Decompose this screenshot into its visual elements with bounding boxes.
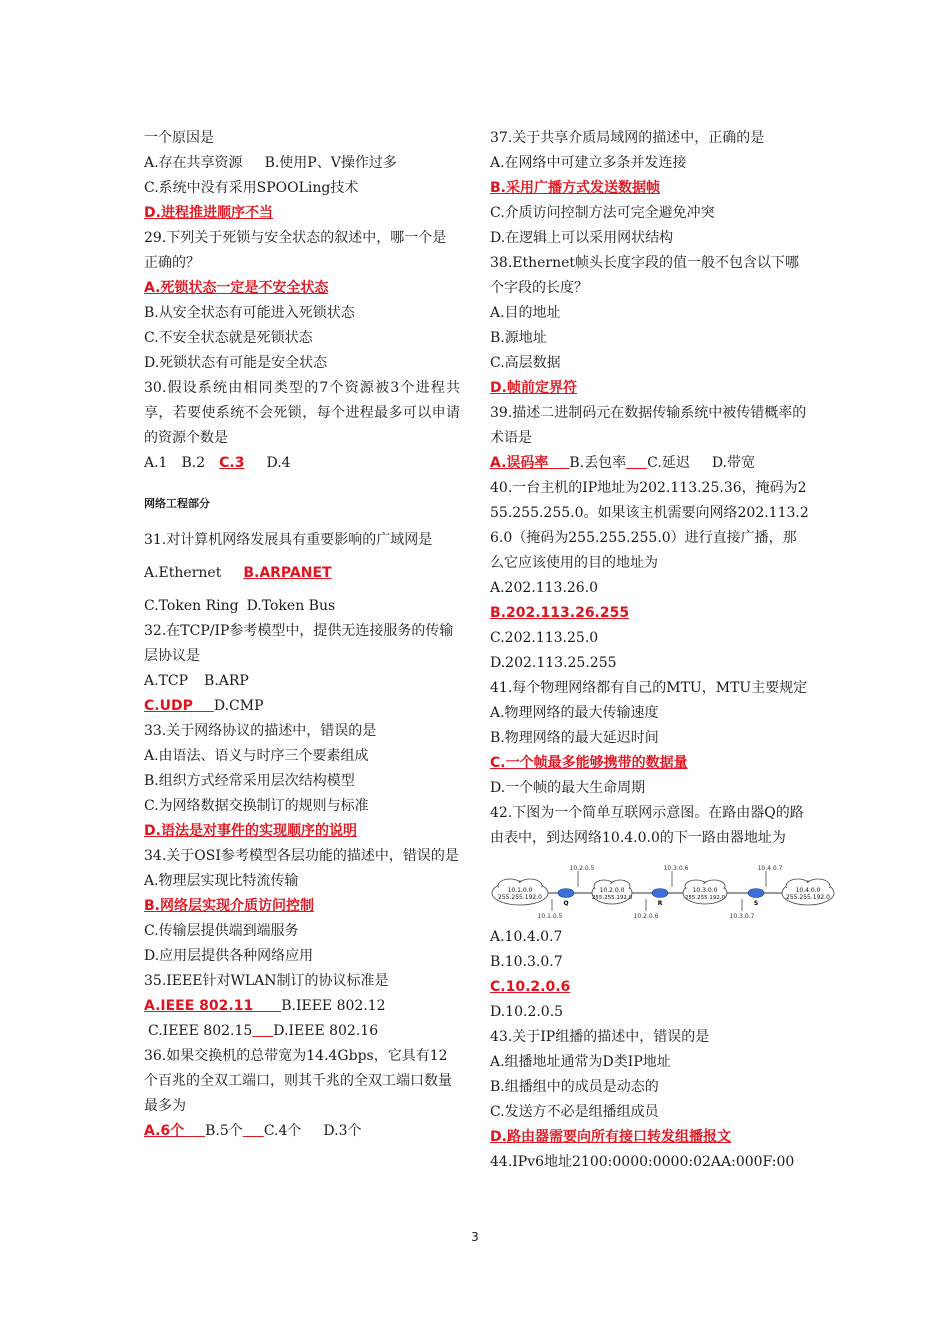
option: A.物理网络的最大传输速度 — [490, 705, 659, 721]
network-label: 10.1.0.0 — [507, 887, 533, 894]
option: A.10.4.0.7 — [490, 929, 563, 945]
option: B.从安全状态有可能进入死锁状态 — [144, 305, 355, 321]
option: A.由语法、语义与时序三个要素组成 — [144, 748, 369, 764]
interface-ip: 10.4.0.7 — [757, 865, 783, 872]
answer-option: C.3 — [219, 455, 245, 471]
network-label: 10.2.0.0 — [599, 887, 625, 894]
option-row — [144, 451, 460, 476]
interface-ip: 10.2.0.5 — [569, 865, 595, 872]
option: B.5个 — [205, 1123, 243, 1139]
question: 36.如果交换机的总带宽为14.4Gbps，它具有12个百兆的全双工端口，则其千兆的全双工端口数量最多为 — [144, 1048, 452, 1114]
answer-option: D.路由器需要向所有接口转发组播报文 — [490, 1129, 731, 1145]
option-row — [490, 451, 810, 476]
question: 31.对计算机网络发展具有重要影响的广域网是 — [144, 532, 433, 548]
option: D.CMP — [213, 698, 264, 714]
option: D.10.2.0.5 — [490, 1004, 564, 1020]
answer-option: B.ARPANET — [243, 565, 332, 581]
question: 34.关于OSI参考模型各层功能的描述中，错误的是 — [144, 848, 459, 864]
question: 39.描述二进制码元在数据传输系统中被传错概率的术语是 — [490, 405, 807, 446]
question: 29.下列关于死锁与安全状态的叙述中，哪一个是正确的？ — [144, 230, 447, 271]
interface-ip: 10.1.0.5 — [537, 913, 563, 919]
answer-option: D.进程推进顺序不当 — [144, 205, 273, 221]
answer-option: A.死锁状态一定是不安全状态 — [144, 280, 329, 296]
interface-ip: 10.2.0.6 — [633, 913, 659, 919]
option-row — [144, 1119, 460, 1144]
network-cloud — [592, 880, 633, 904]
answer-option: A.误码率 — [490, 455, 549, 471]
question: 44.IPv6地址2100:0000:0000:02AA:000F:00 — [490, 1154, 795, 1170]
router-label: R — [657, 900, 663, 907]
option-row — [144, 594, 460, 619]
network-cloud — [782, 879, 834, 905]
interface-ip: 10.3.0.6 — [663, 865, 689, 872]
mask-label: 255.255.192.0 — [591, 895, 633, 901]
text-line: 一个原因是 — [144, 130, 214, 146]
option: D.死锁状态有可能是安全状态 — [144, 355, 328, 371]
network-label: 10.3.0.0 — [692, 887, 718, 894]
option: B.使用P、V操作过多 — [264, 155, 397, 171]
mask-label: 255.255.192.0 — [498, 894, 542, 901]
option: B.丢包率 — [569, 455, 627, 471]
answer-option: D.帧前定界符 — [490, 380, 577, 396]
answer-option: C.一个帧最多能够携带的数据量 — [490, 755, 688, 771]
question: 37.关于共享介质局域网的描述中，正确的是 — [490, 130, 765, 146]
option-row — [144, 694, 460, 719]
option: D.在逻辑上可以采用网状结构 — [490, 230, 674, 246]
router-icon — [652, 889, 668, 908]
left-column — [144, 126, 460, 1144]
question: 38.Ethernet帧头长度字段的值一般不包含以下哪个字段的长度？ — [490, 255, 800, 296]
question: 35.IEEE针对WLAN制订的协议标准是 — [144, 973, 389, 989]
option: D.应用层提供各种网络应用 — [144, 948, 314, 964]
answer-option: C.UDP — [144, 698, 193, 714]
option: A.在网络中可建立多条并发连接 — [490, 155, 687, 171]
option: A.存在共享资源 — [144, 155, 243, 171]
option: A.目的地址 — [490, 305, 561, 321]
option: D.带宽 — [711, 455, 756, 471]
option: C.系统中没有采用SPOOLing技术 — [144, 180, 359, 196]
mask-label: 255.255.192.0 — [684, 895, 726, 901]
option: C.IEEE 802.15 — [148, 1023, 253, 1039]
option: C.发送方不必是组播组成员 — [490, 1104, 659, 1120]
option: B.2 — [181, 455, 206, 471]
right-column — [490, 126, 830, 1175]
answer-option: B.采用广播方式发送数据帧 — [490, 180, 660, 196]
answer-option: C.10.2.0.6 — [490, 979, 571, 995]
answer-option: B.202.113.26.255 — [490, 605, 630, 621]
option: D.3个 — [323, 1123, 362, 1139]
page-number: 3 — [471, 1230, 479, 1244]
option: C.高层数据 — [490, 355, 561, 371]
router-label: Q — [563, 900, 569, 907]
option: D.一个帧的最大生命周期 — [490, 780, 646, 796]
option: B.ARP — [204, 673, 249, 689]
option: A.Ethernet — [144, 565, 222, 581]
question: 43.关于IP组播的描述中，错误的是 — [490, 1029, 710, 1045]
option-row — [144, 1019, 460, 1044]
network-diagram — [490, 861, 836, 919]
option: D.4 — [266, 455, 291, 471]
option: C.不安全状态就是死锁状态 — [144, 330, 313, 346]
option: C.202.113.25.0 — [490, 630, 599, 646]
option: C.传输层提供端到端服务 — [144, 923, 299, 939]
network-cloud — [683, 880, 727, 904]
router-label: S — [753, 900, 759, 907]
question: 30.假设系统由相同类型的7个资源被3个进程共享，若要使系统不会死锁，每个进程最多可以申请的资源个数是 — [144, 380, 460, 446]
option: B.组织方式经常采用层次结构模型 — [144, 773, 355, 789]
question: 42.下图为一个简单互联网示意图。在路由器Q的路由表中，到达网络10.4.0.0的下一路由器地址为 — [490, 805, 804, 846]
mask-label: 255.255.192.0 — [786, 894, 830, 901]
answer-option: A.IEEE 802.11 — [144, 998, 254, 1014]
option: D.202.113.25.255 — [490, 655, 617, 671]
network-label: 10.4.0.0 — [795, 887, 821, 894]
network-cloud — [492, 879, 548, 905]
question: 40.一台主机的IP地址为202.113.25.36，掩码为255.255.255.0。如果该主机需要向网络202.113.26.0（掩码为255.255.255.0）进行直接广播，那么它应该使用的目的地址为 — [490, 480, 809, 571]
option: D.Token Bus — [246, 598, 336, 614]
router-icon — [748, 889, 764, 908]
answer-option: D.语法是对事件的实现顺序的说明 — [144, 823, 357, 839]
option: A.1 — [144, 455, 168, 471]
option: B.10.3.0.7 — [490, 954, 563, 970]
option: D.IEEE 802.16 — [273, 1023, 379, 1039]
option: B.物理网络的最大延迟时间 — [490, 730, 659, 746]
option-row — [144, 561, 460, 586]
option-row — [144, 151, 460, 176]
option: A.TCP — [144, 673, 189, 689]
option: C.为网络数据交换制订的规则与标准 — [144, 798, 369, 814]
interface-ip: 10.3.0.7 — [729, 913, 755, 919]
option: C.Token Ring — [144, 598, 239, 614]
option: B.IEEE 802.12 — [281, 998, 386, 1014]
option: A.组播地址通常为D类IP地址 — [490, 1054, 671, 1070]
question: 32.在TCP/IP参考模型中，提供无连接服务的传输层协议是 — [144, 623, 454, 664]
router-icon — [558, 889, 574, 908]
option: A.202.113.26.0 — [490, 580, 599, 596]
option: C.延迟 — [647, 455, 690, 471]
answer-option: A.6个 — [144, 1123, 185, 1139]
option: B.组播组中的成员是动态的 — [490, 1079, 659, 1095]
question: 33.关于网络协议的描述中，错误的是 — [144, 723, 377, 739]
option-row — [144, 669, 460, 694]
option: A.物理层实现比特流传输 — [144, 873, 299, 889]
question: 41.每个物理网络都有自己的MTU，MTU主要规定 — [490, 680, 808, 696]
option: B.源地址 — [490, 330, 547, 346]
option-row — [144, 994, 460, 1019]
section-heading: 网络工程部分 — [144, 497, 210, 510]
option: C.4个 — [263, 1123, 302, 1139]
option: C.介质访问控制方法可完全避免冲突 — [490, 205, 715, 221]
answer-option: B.网络层实现介质访问控制 — [144, 898, 314, 914]
